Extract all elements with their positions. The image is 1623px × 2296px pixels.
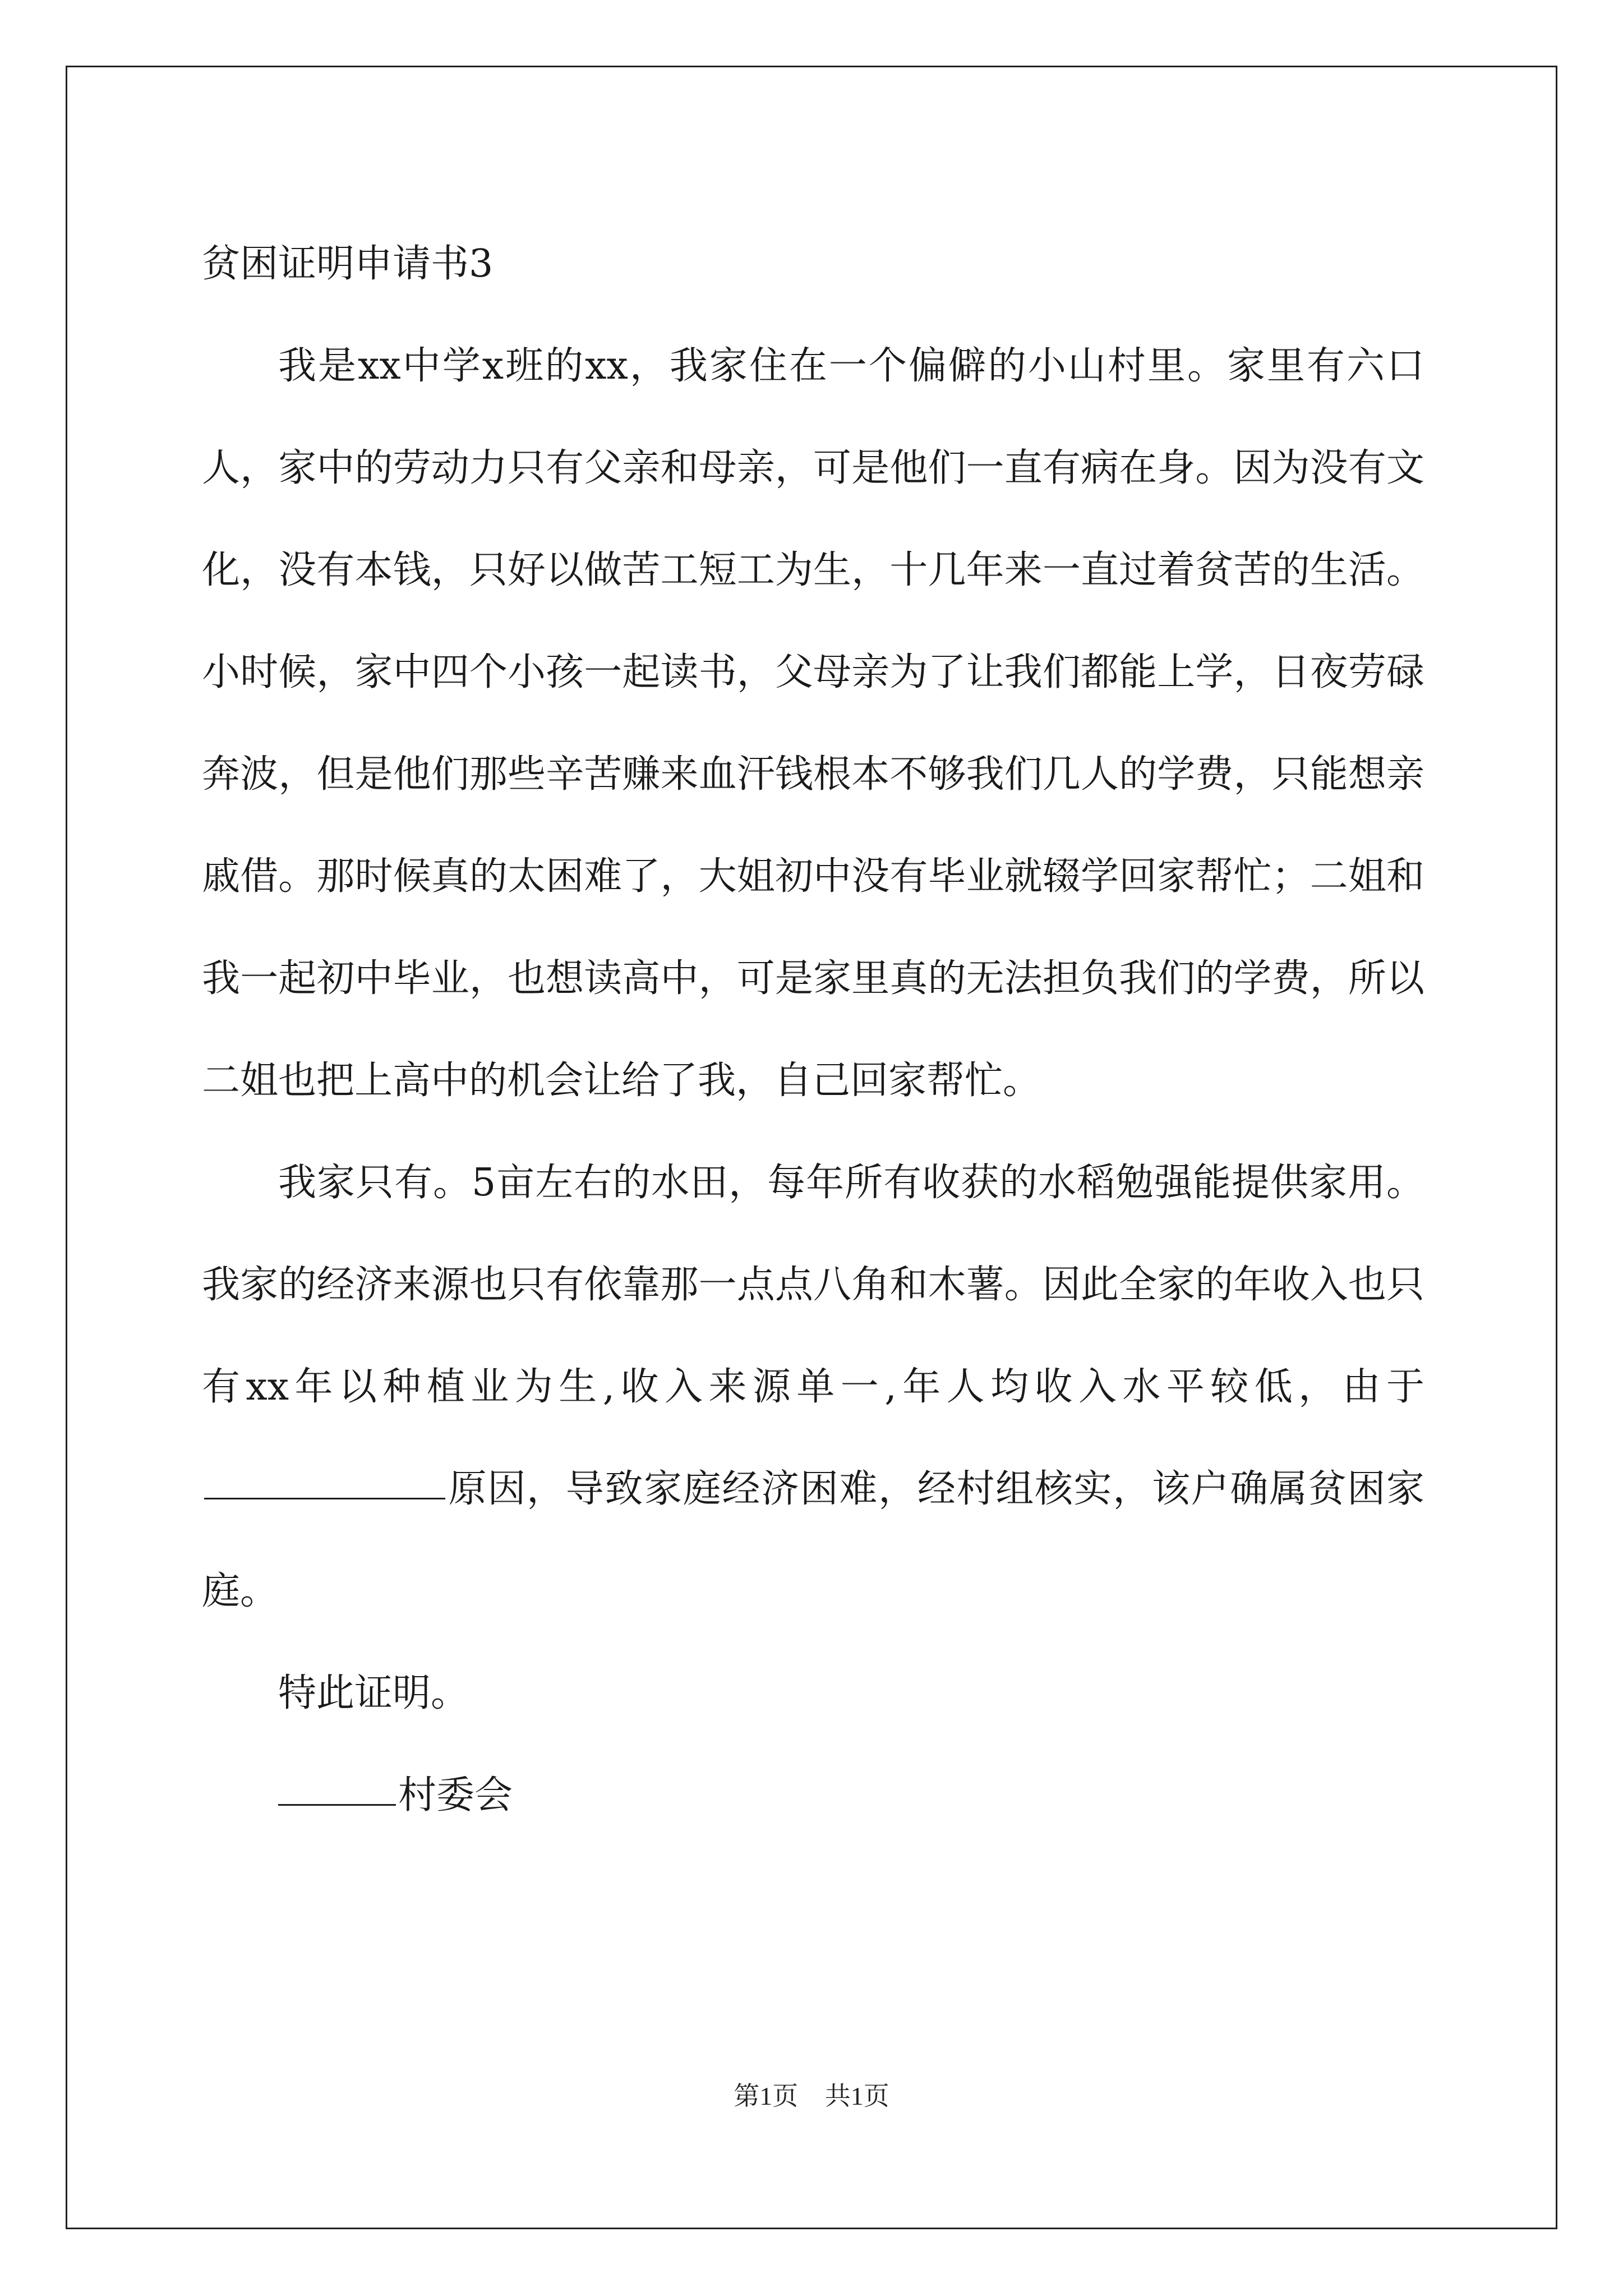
page-footer: [0, 2076, 1623, 2113]
page-number: 第1页: [734, 2082, 799, 2110]
reason-blank-line: [204, 1497, 445, 1499]
paragraph-income-text-2: 原因，导致家庭经济困难，经村组核实，该户确属贫困家庭。: [202, 1467, 1424, 1613]
page-total: 共1页: [824, 2082, 889, 2110]
paragraph-family-background: 我是xx中学x班的xx，我家住在一个偏僻的小山村里。家里有六口人，家中的劳动力只有父亲和母亲，可是他们一直有病在身。因为没有文化，没有本钱，只好以做苦工短工为生，十几年来一直过着贫苦的生活。小时候，家中四个小孩一起读书，父母亲为了让我们都能上学，日夜劳碌奔波，但是他们那些辛苦赚来血汗钱根本不够我们几人的学费，只能想亲戚借。那时候真的太困难了，大姐初中没有毕业就辍学回家帮忙；二姐和我一起初中毕业，也想读高中，可是家里真的无法担负我们的学费，所以二姐也把上高中的机会让给了我，自己回家帮忙。: [202, 344, 1424, 1103]
village-name-blank: [278, 1803, 396, 1806]
closing-statement: 特此证明。: [278, 1671, 469, 1715]
document-title: 贫困证明申请书3: [202, 242, 494, 286]
signature-suffix: 村委会: [398, 1773, 513, 1818]
paragraph-income-text-1: 我家只有。5亩左右的水田，每年所有收获的水稻勉强能提供家用。我家的经济来源也只有依靠那一点点八角和木薯。因此全家的年收入也只有xx年以种植业为生,收入来源单一,年人均收入水平较低，由于: [202, 1161, 1424, 1409]
document-body: [202, 213, 1424, 1847]
paragraph-income: [202, 1132, 1424, 1642]
signature-line: [202, 1745, 1424, 1847]
